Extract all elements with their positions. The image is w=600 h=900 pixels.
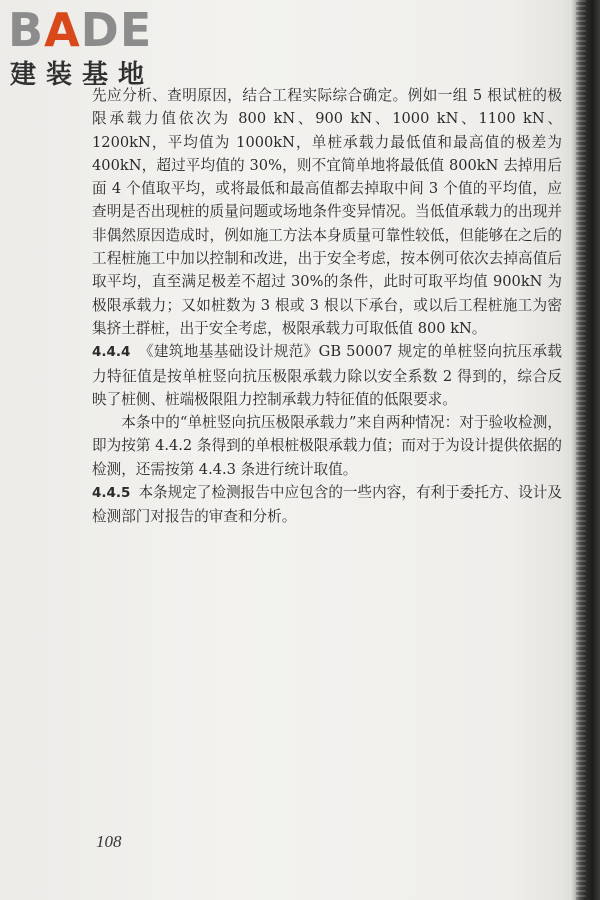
paragraph-text: 本条中的“单桩竖向抗压极限承载力”来自两种情况：对于验收检测，即为按第 4.4.2 条得到的单根桩极限承载力值；而对于为设计提供依据的检测，还需按第 4.4.3 条进行统计取值。 xyxy=(92,414,562,478)
paragraph-text: 《建筑地基基础设计规范》GB 50007 规定的单桩竖向抗压承载力特征值是按单桩竖向抗压极限承载力除以安全系数 2 得到的，综合反映了桩侧、桩端极限阻力控制承载力特征值的低限要求。 xyxy=(92,343,562,408)
document-body xyxy=(92,84,562,529)
paragraph-section-4-4-4 xyxy=(92,340,562,411)
scan-shadow-edge xyxy=(570,0,600,900)
logo-letter-a-accent: A xyxy=(44,3,81,57)
paragraph-explanation xyxy=(92,411,562,481)
bade-logo xyxy=(8,4,178,96)
section-number: 4.4.4 xyxy=(92,344,131,361)
paragraph-text: 先应分析、查明原因，结合工程实际综合确定。例如一组 5 根试桩的极限承载力值依次为 800 kN、900 kN、1000 kN、1100 kN、1200kN，平均值为 1000kN，单桩承载力最低值和最高值的极差为 400kN，超过平均值的 30%，则不宜简单地将最低值 800kN 去掉用后面 4 个值取平均，或将最低和最高值都去掉取中间 3 个值的平均值，应查明是否出现桩的质量问题或场地条件变异情况。当低值承载力的出现并非偶然原因造成时，例如施工方法本身质量可靠性较低，但能够在之后的工程桩施工中加以控制和改进，出于安全考虑，按本例可依次去掉高值后取平均，直至满足极差不超过 30%的条件，此时可取平均值 900kN 为极限承载力；又如桩数为 3 根或 3 根以下承台，或以后工程桩施工为密集挤土群桩，出于安全考虑，极限承载力可取低值 800 kN。 xyxy=(92,87,562,337)
paragraph-continuation xyxy=(92,84,562,340)
section-number: 4.4.5 xyxy=(92,485,131,502)
paragraph-text: 本条规定了检测报告中应包含的一些内容，有利于委托方、设计及检测部门对报告的审查和分析。 xyxy=(92,484,562,526)
page-number: 108 xyxy=(96,832,122,851)
logo-wordmark xyxy=(8,4,152,56)
logo-letters-de: DE xyxy=(80,3,153,57)
paragraph-section-4-4-5 xyxy=(92,481,562,529)
logo-letter-b: B xyxy=(8,3,45,57)
logo-subtitle: 建装基地 xyxy=(10,60,155,90)
